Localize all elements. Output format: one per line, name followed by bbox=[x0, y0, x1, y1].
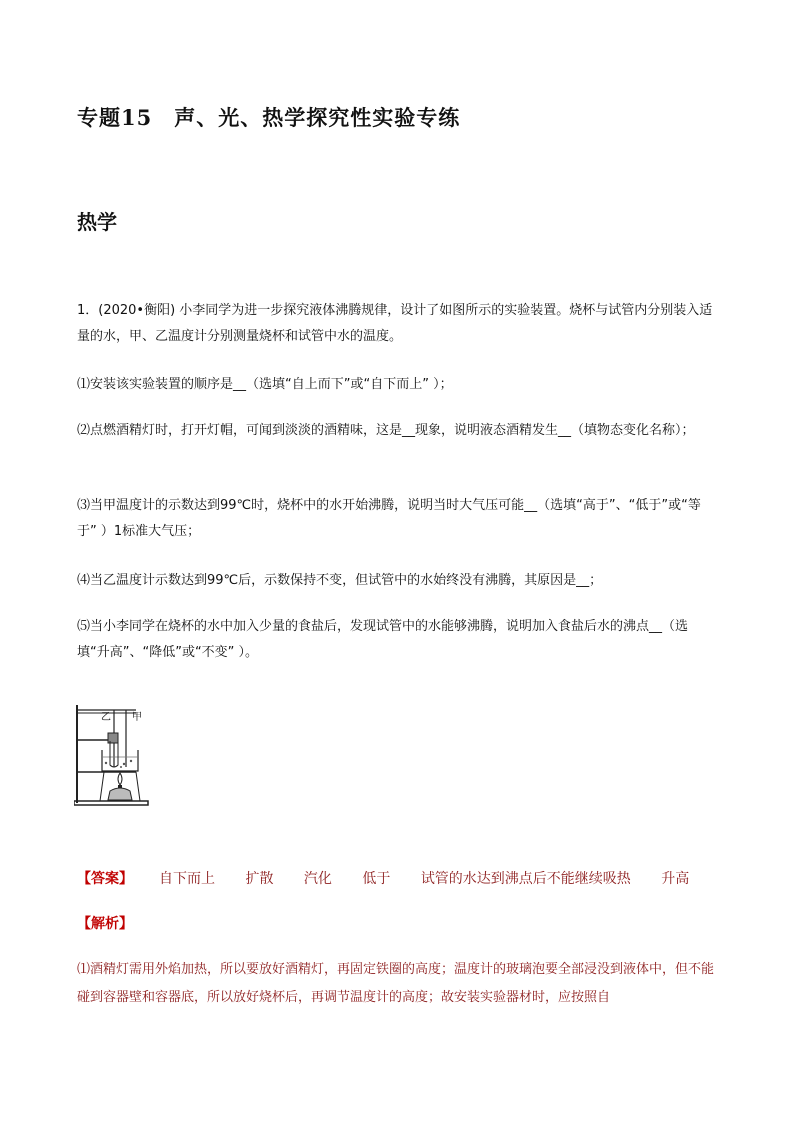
question-part-4: ⑷当乙温度计示数达到99℃后，示数保持不变，但试管中的水始终没有沸腾，其原因是__； bbox=[77, 573, 603, 588]
question-part-1: ⑴安装该实验装置的顺序是__（选填“自上而下”或“自下而上” ）； bbox=[77, 377, 453, 392]
analysis-text: ⑴酒精灯需用外焰加热，所以要放好酒精灯，再固定铁圈的高度；温度计的玻璃泡要全部浸没到液体中，但不能碰到容器壁和容器底，所以放好烧杯后，再调节温度计的高度；故安装实验器材时，应按照自 bbox=[77, 962, 715, 1005]
apparatus-figure bbox=[74, 705, 154, 819]
page-title: 专题15 声、光、热学探究性实验专练 bbox=[77, 105, 461, 130]
answer-item: 汽化 bbox=[303, 871, 332, 887]
question-part-5: ⑸当小李同学在烧杯的水中加入少量的食盐后，发现试管中的水能够沸腾，说明加入食盐后水的沸点__（选填“升高”、“降低”或“不变” ）。 bbox=[77, 619, 689, 660]
question-part-2: ⑵点燃酒精灯时，打开灯帽，可闻到淡淡的酒精味，这是__现象，说明液态酒精发生__（填物态变化名称）； bbox=[77, 423, 695, 438]
answer-label: 【答案】 bbox=[77, 871, 133, 887]
answer-item: 自下而上 bbox=[159, 871, 215, 887]
label-jia: 甲 bbox=[132, 712, 142, 723]
answer-item: 扩散 bbox=[245, 871, 274, 887]
apparatus-diagram bbox=[74, 705, 154, 815]
section-heading: 热学 bbox=[77, 210, 117, 234]
analysis-label: 【解析】 bbox=[77, 916, 133, 932]
answer-item: 低于 bbox=[362, 871, 391, 887]
label-yi: 乙 bbox=[101, 712, 111, 723]
answer-item: 升高 bbox=[661, 871, 690, 887]
answer-line bbox=[77, 868, 689, 888]
question-intro: 1．(2020•衡阳) 小李同学为进一步探究液体沸腾规律，设计了如图所示的实验装置。烧杯与试管内分别装入适量的水，甲、乙温度计分别测量烧杯和试管中水的温度。 bbox=[77, 303, 713, 344]
answer-item: 试管的水达到沸点后不能继续吸热 bbox=[420, 871, 631, 887]
question-part-3: ⑶当甲温度计的示数达到99℃时，烧杯中的水开始沸腾，说明当时大气压可能__（选填“高于”、“低于”或“等于” ）1标准大气压； bbox=[77, 498, 701, 539]
